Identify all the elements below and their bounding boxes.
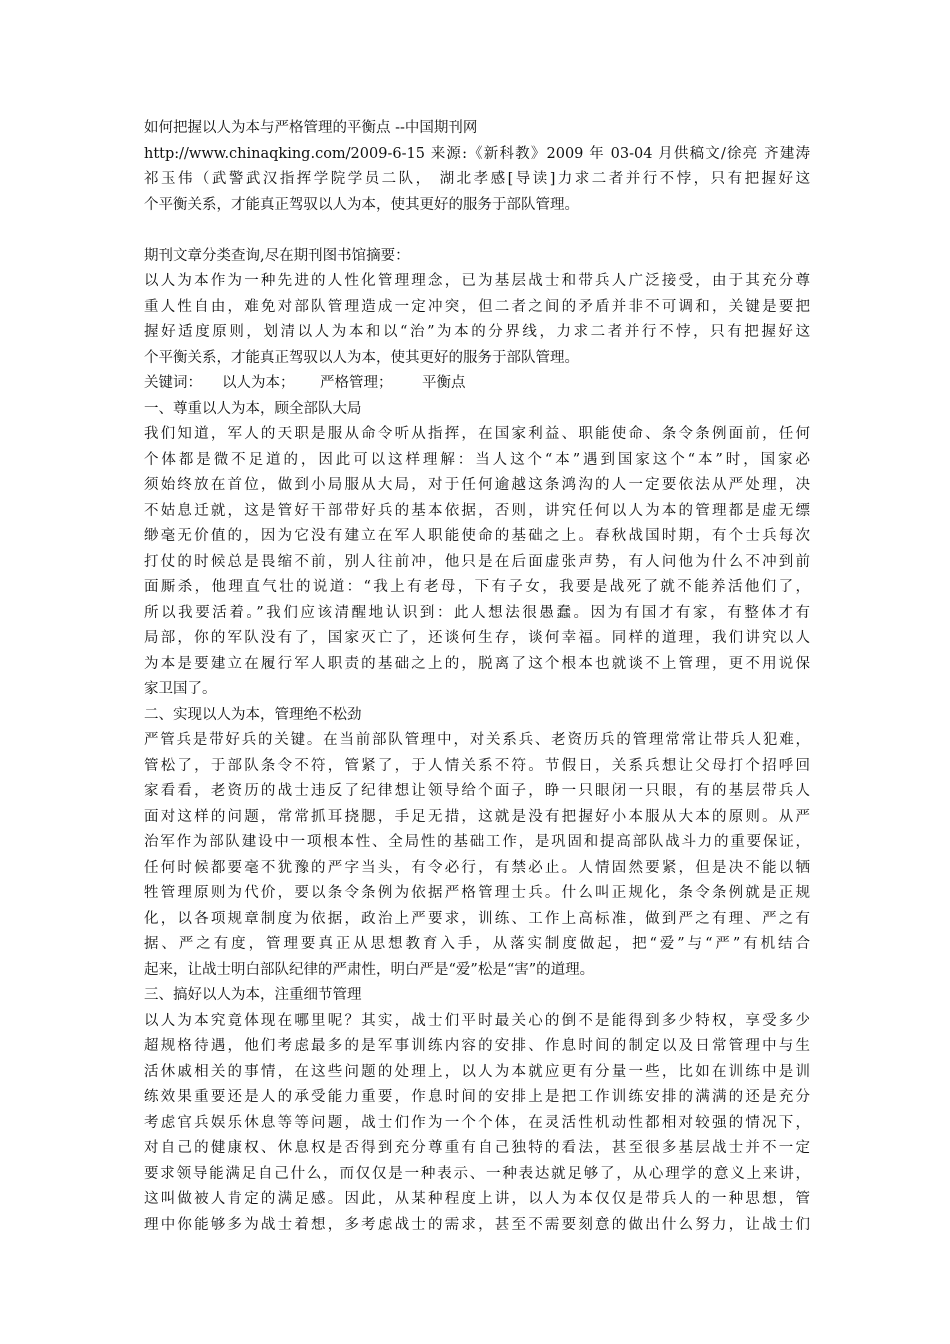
paragraph-line: 家看看，老资历的战士违反了纪律想让领导给个面子，睁一只眼闭一只眼，有的基层带兵人 (144, 783, 810, 799)
summary-heading: 期刊文章分类查询,尽在期刊图书馆摘要： (144, 247, 410, 264)
paragraph-line: 超规格待遇，他们考虑最多的是军事训练内容的安排、作息时间的制定以及日常管理中与生 (144, 1038, 810, 1054)
paragraph-line: 严管兵是带好兵的关键。在当前部队管理中，对关系兵、老资历兵的管理常常让带兵人犯难， (144, 732, 810, 748)
keyword-item: 严格管理； (320, 375, 393, 391)
paragraph-line: 局部，你的军队没有了，国家灭亡了，还谈何生存，谈何幸福。同样的道理，我们讲究以人 (144, 630, 810, 646)
keywords-label: 关键词： (144, 375, 202, 391)
keyword-item: 平衡点 (422, 375, 466, 391)
paragraph-line: 家卫国了。 (144, 681, 217, 697)
guide-line: 个平衡关系，才能真正驾驭以人为本，使其更好的服务于部队管理。 (144, 196, 579, 213)
paragraph-line: 须始终放在首位，做到小局服从大局，对于任何逾越这条鸿沟的人一定要依法从严处理，决 (144, 477, 810, 493)
paragraph-line: 个体都是微不足道的，因此可以这样理解：当人这个“本”遇到国家这个“本”时，国家必 (144, 451, 810, 468)
paragraph-line: 对自己的健康权、休息权是否得到充分尊重有自己独特的看法，甚至很多基层战士并不一定 (144, 1140, 810, 1156)
paragraph-line: 要求领导能满足自己什么，而仅仅是一种表示、一种表达就足够了，从心理学的意义上来讲， (144, 1165, 810, 1182)
paragraph-line: 为本是要建立在履行军人职责的基础之上的，脱离了这个根本也就谈不上管理，更不用说保 (144, 655, 810, 672)
source-line: http://www.chinaqking.com/2009-6-15 来源:《新科教》2009 年 03-04 月供稿文/徐亮 齐建涛 (144, 145, 810, 162)
summary-line: 个平衡关系，才能真正驾驭以人为本，使其更好的服务于部队管理。 (144, 349, 579, 366)
document-page (144, 116, 810, 1238)
paragraph-line: 化，以各项规章制度为依据，政治上严要求，训练、工作上高标准，做到严之有理、严之有 (144, 910, 810, 927)
paragraph-line: 任何时候都要毫不犹豫的严字当头，有令必行，有禁必止。人情固然要紧，但是决不能以牺 (144, 859, 810, 876)
paragraph-line: 所以我要活着。”我们应该清醒地认识到：此人想法很愚蠢。因为有国才有家，有整体才有 (144, 604, 810, 621)
paragraph-line: 活休戚相关的事情，在这些问题的处理上，以人为本就应更有分量一些，比如在训练中是训 (144, 1063, 810, 1080)
paragraph-line: 牲管理原则为代价，要以条令条例为依据严格管理士兵。什么叫正规化，条令条例就是正规 (144, 885, 810, 901)
section-heading: 三、搞好以人为本，注重细节管理 (144, 987, 362, 1003)
paragraph-line: 面厮杀，他理直气壮的说道：“我上有老母，下有子女，我要是战死了就不能养活他们了， (144, 579, 810, 595)
summary-line: 握好适度原则，划清以人为本和以“治”为本的分界线，力求二者并行不悖，只有把握好这 (144, 324, 810, 340)
keyword-item: 以人为本； (222, 375, 295, 391)
paragraph-line: 打仗的时候总是畏缩不前，别人往前冲，他只是在后面虚张声势，有人问他为什么不冲到前 (144, 553, 810, 570)
blank-spacer (144, 218, 810, 244)
paragraph-line: 起来，让战士明白部队纪律的严肃性，明白严是“爱”松是“害”的道理。 (144, 961, 595, 978)
paragraph-line: 缈毫无价值的，因为它没有建立在军人职能使命的基础之上。春秋战国时期，有个士兵每次 (144, 528, 810, 544)
section-heading: 一、尊重以人为本，顾全部队大局 (144, 400, 362, 417)
paragraph-line: 治军作为部队建设中一项根本性、全局性的基础工作，是巩固和提高部队战斗力的重要保证， (144, 834, 810, 850)
paragraph-line: 不姑息迁就，这是管好干部带好兵的基本依据，否则，讲究任何以人为本的管理都是虚无缥 (144, 502, 810, 519)
keywords-line (144, 371, 810, 397)
paragraph-line: 这叫做被人肯定的满足感。因此，从某种程度上讲，以人为本仅仅是带兵人的一种思想，管 (144, 1191, 810, 1207)
summary-line: 以人为本作为一种先进的人性化管理理念，已为基层战士和带兵人广泛接受，由于其充分尊 (144, 273, 810, 289)
author-affiliation-line: 祁玉伟（武警武汉指挥学院学员二队， 湖北孝感[导读]力求二者并行不悖，只有把握好这 (144, 171, 810, 187)
document-title: 如何把握以人为本与严格管理的平衡点 --中国期刊网 (144, 120, 478, 136)
section-heading: 二、实现以人为本，管理绝不松劲 (144, 706, 362, 723)
paragraph-line: 管松了，于部队条令不符，管紧了，于人情关系不符。节假日，关系兵想让父母打个招呼回 (144, 757, 810, 774)
paragraph-line: 考虑官兵娱乐休息等等问题，战士们作为一个个体，在灵活性机动性都相对较强的情况下， (144, 1114, 810, 1131)
summary-line: 重人性自由，难免对部队管理造成一定冲突，但二者之间的矛盾并非不可调和，关键是要把 (144, 298, 810, 315)
paragraph-line: 理中你能够多为战士着想，多考虑战士的需求，甚至不需要刻意的做出什么努力，让战士们 (144, 1216, 810, 1233)
paragraph-line: 据、严之有度，管理要真正从思想教育入手，从落实制度做起，把“爱”与“严”有机结合 (144, 936, 810, 952)
paragraph-line: 练效果重要还是人的承受能力重要，作息时间的安排上是把工作训练安排的满满的还是充分 (144, 1089, 810, 1105)
paragraph-line: 以人为本究竟体现在哪里呢？其实，战士们平时最关心的倒不是能得到多少特权，享受多少 (144, 1012, 810, 1029)
paragraph-line: 面对这样的问题，常常抓耳挠腮，手足无措，这就是没有把握好小本服从大本的原则。从严 (144, 808, 810, 825)
paragraph-line: 我们知道，军人的天职是服从命令听从指挥，在国家利益、职能使命、条令条例面前，任何 (144, 426, 810, 442)
